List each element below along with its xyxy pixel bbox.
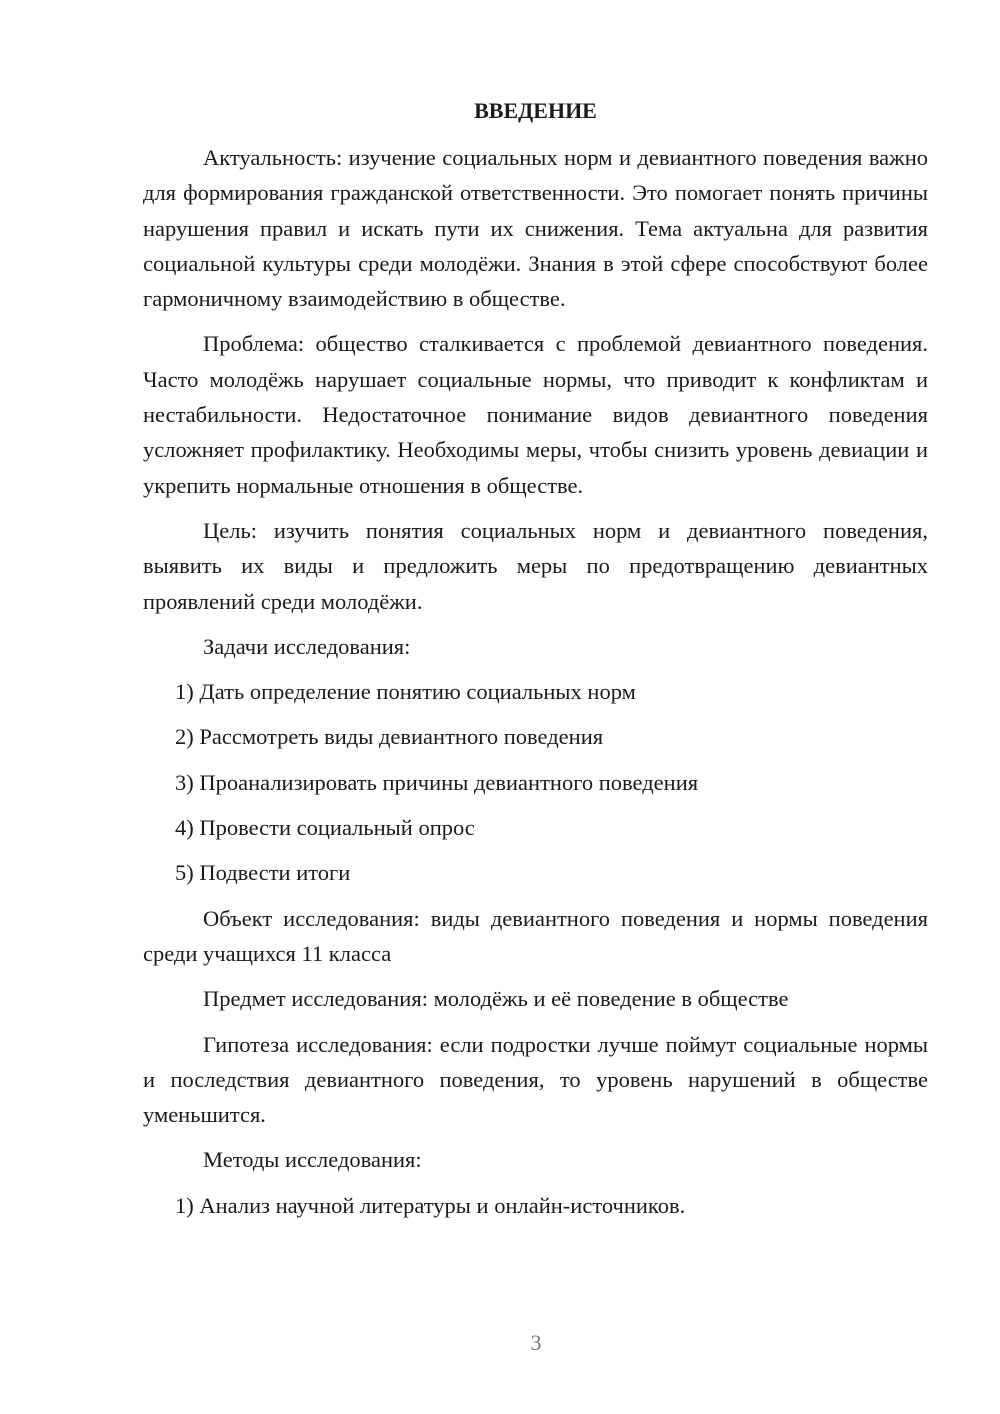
task-item: 3) Проанализировать причины девиантного поведения: [175, 769, 699, 795]
task-item: 2) Рассмотреть виды девиантного поведения: [175, 724, 604, 750]
subject-paragraph: Предмет исследования: молодёжь и её поведение в обществе: [203, 986, 789, 1012]
object-paragraph: Объект исследования: виды девиантного поведения и нормы поведения среди учащихся 11 класса: [143, 905, 928, 966]
section-title: ВВЕДЕНИЕ: [474, 98, 597, 123]
task-item: 1) Дать определение понятию социальных норм: [175, 679, 636, 705]
problem-paragraph: Проблема: общество сталкивается с проблемой девиантного поведения. Часто молодёжь нарушает социальные нормы, что приводит к конфликтам и нестабильности. Недостаточное понимание видов девиантного поведения усложняет профилактику. Необходимы меры, чтобы снизить уровень девиации и укрепить нормальные отношения в обществе.: [143, 331, 928, 498]
page-content: [143, 93, 928, 1233]
tasks-heading: Задачи исследования:: [203, 633, 411, 659]
hypothesis-paragraph: Гипотеза исследования: если подростки лучше поймут социальные нормы и последствия девиантного поведения, то уровень нарушений в обществе уменьшится.: [143, 1031, 928, 1128]
methods-heading: Методы исследования:: [203, 1147, 422, 1173]
relevance-paragraph: Актуальность: изучение социальных норм и девиантного поведения важно для формирования гражданской ответственности. Это помогает понять причины нарушения правил и искать пути их снижения. Тема актуальна для развития социальной культуры среди молодёжи. Знания в этой сфере способствуют более гармоничному взаимодействию в обществе.: [143, 145, 928, 312]
task-item: 5) Подвести итоги: [175, 860, 351, 886]
goal-paragraph: Цель: изучить понятия социальных норм и девиантного поведения, выявить их виды и предложить меры по предотвращению девиантных проявлений среди молодёжи.: [143, 517, 928, 614]
page-number: 3: [530, 1330, 542, 1355]
method-item: 1) Анализ научной литературы и онлайн-источников.: [175, 1192, 686, 1218]
task-item: 4) Провести социальный опрос: [175, 815, 475, 841]
